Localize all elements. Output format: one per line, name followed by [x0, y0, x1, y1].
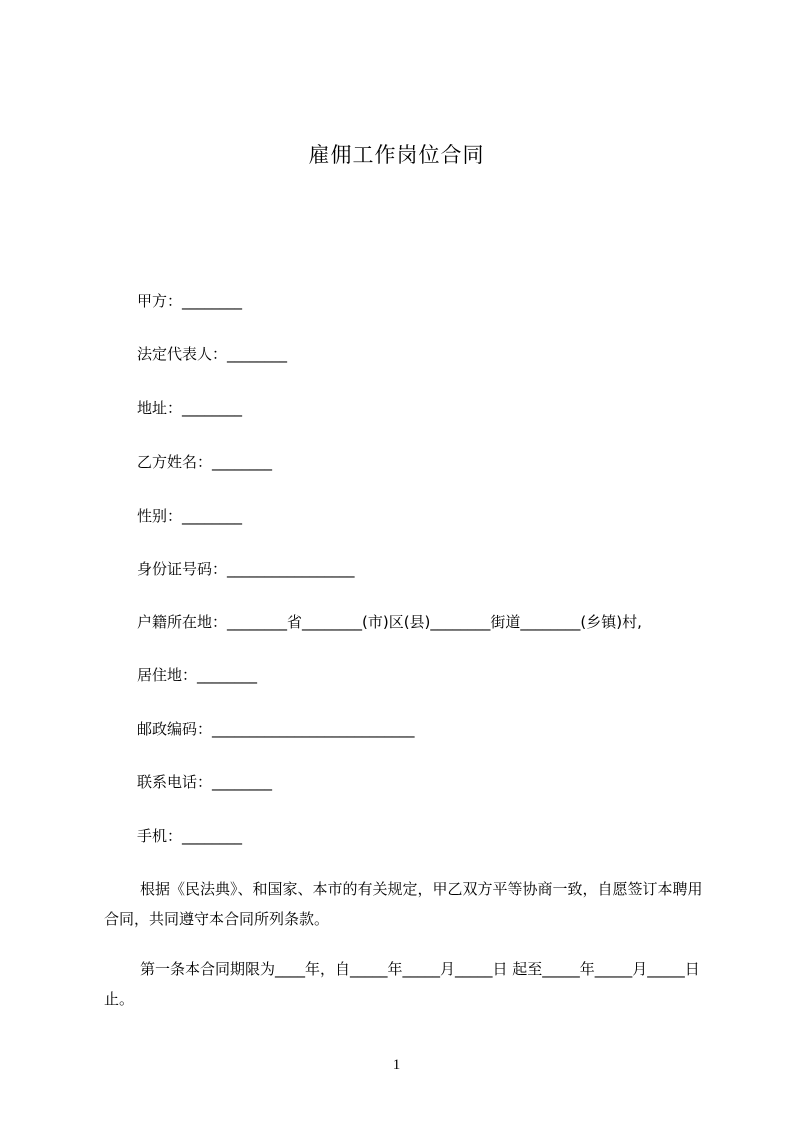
field-household-registration: 户籍所在地：________省________(市)区(县)________街道________(乡镇)村,: [137, 613, 642, 631]
field-postal-code: 邮政编码：___________________________: [137, 720, 415, 738]
field-gender: 性别：________: [137, 507, 243, 525]
field-residence: 居住地：________: [137, 666, 258, 684]
field-mobile: 手机：________: [137, 827, 243, 845]
field-contact-phone: 联系电话：________: [137, 773, 273, 791]
paragraph-preamble: 根据《民法典》、和国家、本市的有关规定，甲乙双方平等协商一致，自愿签订本聘用合同，共同遵守本合同所列条款。: [104, 880, 703, 928]
paragraph-article-one: 第一条本合同期限为____年，自_____年_____月_____日 起至_____年_____月_____日 止。: [104, 960, 700, 1008]
field-id-number: 身份证号码：_________________: [137, 560, 355, 578]
document-title: 雇佣工作岗位合同: [308, 143, 485, 167]
field-party-a: 甲方：________: [137, 292, 243, 310]
field-party-b-name: 乙方姓名：________: [137, 453, 273, 471]
field-address: 地址：________: [137, 399, 243, 417]
page-number: 1: [392, 1057, 401, 1073]
field-legal-representative: 法定代表人：________: [137, 345, 288, 363]
